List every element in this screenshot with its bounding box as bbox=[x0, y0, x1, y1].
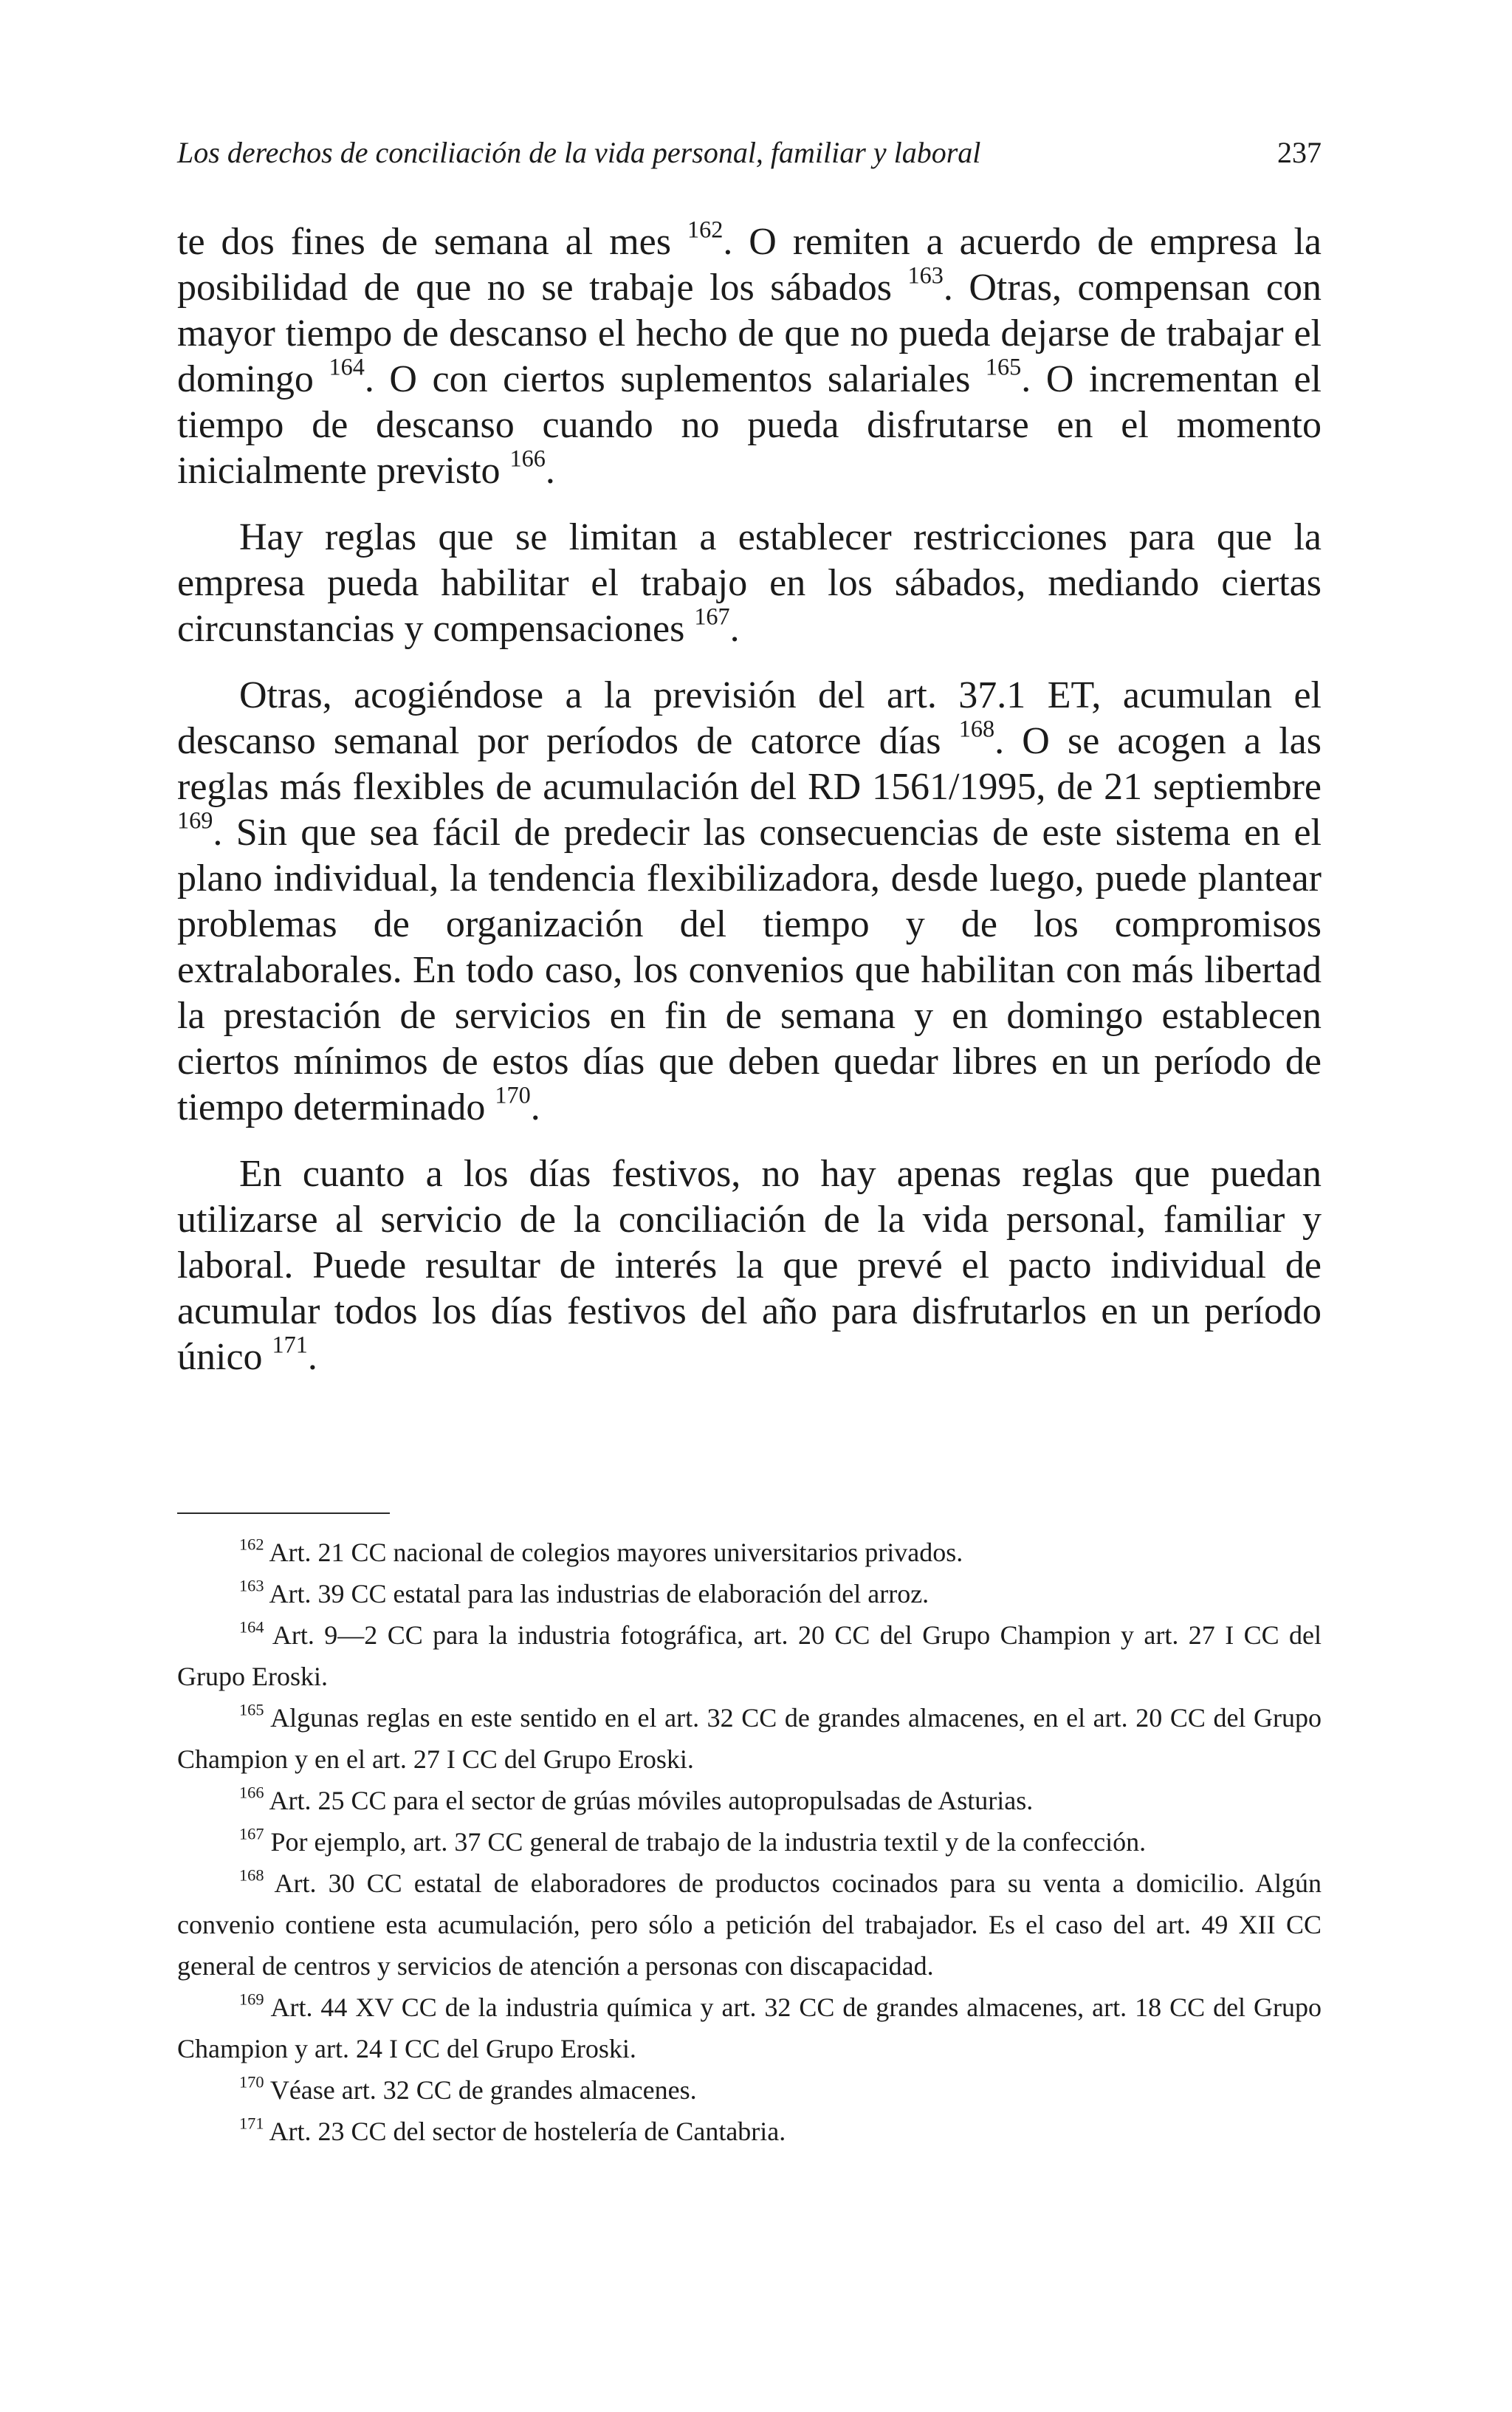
text-run: . bbox=[545, 450, 555, 492]
paragraph-3 bbox=[177, 673, 1322, 1131]
paragraph-2 bbox=[177, 515, 1322, 652]
footnote-number: 162 bbox=[239, 1535, 264, 1554]
footnote-165 bbox=[177, 1697, 1322, 1780]
footnote-ref-164[interactable]: 164 bbox=[329, 353, 365, 380]
footnote-ref-166[interactable]: 166 bbox=[509, 445, 546, 472]
text-run: Otras, acogiéndose a la previsión del art. 37.1 ET, acumulan el descanso semanal por períodos de catorce días bbox=[177, 674, 1322, 762]
footnotes bbox=[177, 1532, 1322, 2152]
footnote-number: 166 bbox=[239, 1783, 264, 1802]
paragraph-1 bbox=[177, 216, 1322, 494]
footnote-text: Véase art. 32 CC de grandes almacenes. bbox=[269, 2075, 697, 2105]
footnote-ref-170[interactable]: 170 bbox=[495, 1081, 531, 1109]
footnote-ref-163[interactable]: 163 bbox=[907, 261, 944, 289]
text-run: . bbox=[530, 1086, 540, 1128]
footnote-number: 169 bbox=[239, 1990, 264, 2009]
footnote-170 bbox=[177, 2069, 1322, 2111]
footnote-167 bbox=[177, 1821, 1322, 1863]
text-run: . O se acogen a las reglas más flexibles de acumulación del RD 1561/1995, de 21 septiembre bbox=[177, 720, 1322, 808]
footnote-164 bbox=[177, 1614, 1322, 1697]
page-number: 237 bbox=[1277, 136, 1322, 169]
footnote-number: 167 bbox=[239, 1824, 264, 1843]
footnote-text: Art. 9—2 CC para la industria fotográfica, art. 20 CC del Grupo Champion y art. 27 I CC del Grupo Eroski. bbox=[177, 1620, 1322, 1691]
footnote-166 bbox=[177, 1780, 1322, 1821]
footnote-text: Algunas reglas en este sentido en el art. 32 CC de grandes almacenes, en el art. 20 CC del Grupo Champion y en el art. 27 I CC del Grupo Eroski. bbox=[177, 1703, 1322, 1774]
text-run: . O incrementan el tiempo de descanso cuando no pueda disfrutarse en el momento inicialmente previsto bbox=[177, 358, 1322, 492]
running-head bbox=[177, 135, 1322, 179]
footnote-number: 168 bbox=[239, 1865, 264, 1885]
paragraph-4 bbox=[177, 1151, 1322, 1380]
footnote-number: 170 bbox=[239, 2072, 264, 2091]
footnote-ref-167[interactable]: 167 bbox=[694, 603, 730, 630]
footnote-text: Art. 44 XV CC de la industria química y art. 32 CC de grandes almacenes, art. 18 CC del Grupo Champion y art. 24 I CC del Grupo Eroski. bbox=[177, 1993, 1322, 2063]
footnote-169 bbox=[177, 1987, 1322, 2069]
footnote-text: Art. 25 CC para el sector de grúas móviles autopropulsadas de Asturias. bbox=[269, 1786, 1034, 1815]
footnote-ref-165[interactable]: 165 bbox=[985, 353, 1022, 380]
footnote-number: 171 bbox=[239, 2114, 264, 2133]
footnote-number: 165 bbox=[239, 1700, 264, 1719]
text-run: En cuanto a los días festivos, no hay apenas reglas que puedan utilizarse al servicio de la conciliación de la vida personal, familiar y laboral. Puede resultar de interés la que prevé el pacto individual de acumular todos los días festivos del año para disfrutarlos en un período único bbox=[177, 1153, 1322, 1378]
text-run: . O con ciertos suplementos salariales bbox=[364, 358, 986, 400]
text-run: . bbox=[307, 1336, 317, 1378]
footnote-ref-171[interactable]: 171 bbox=[272, 1331, 308, 1358]
footnote-text: Por ejemplo, art. 37 CC general de trabajo de la industria textil y de la confección. bbox=[270, 1827, 1147, 1857]
body-text bbox=[177, 216, 1322, 1401]
text-run: . Otras, compensan con mayor tiempo de descanso el hecho de que no pueda dejarse de trabajar el domingo bbox=[177, 267, 1322, 400]
text-run: . Sin que sea fácil de predecir las consecuencias de este sistema en el plano individual, la tendencia flexibilizadora, desde luego, puede plantear problemas de organización del tiempo y de los compromisos extralaborales. En todo caso, los convenios que habilitan con más libertad la prestación de servicios en fin de semana y en domingo establecen ciertos mínimos de estos días que deben quedar libres en un período de tiempo determinado bbox=[177, 812, 1322, 1128]
footnote-text: Art. 21 CC nacional de colegios mayores universitarios privados. bbox=[269, 1538, 963, 1567]
footnote-171 bbox=[177, 2111, 1322, 2152]
footnote-number: 163 bbox=[239, 1576, 264, 1595]
text-run: . O remiten a acuerdo de empresa la posibilidad de que no se trabaje los sábados bbox=[177, 221, 1322, 309]
footnote-ref-168[interactable]: 168 bbox=[958, 715, 995, 742]
footnote-ref-162[interactable]: 162 bbox=[687, 216, 724, 243]
footnote-separator bbox=[177, 1512, 390, 1514]
footnote-168 bbox=[177, 1863, 1322, 1987]
footnote-text: Art. 39 CC estatal para las industrias de elaboración del arroz. bbox=[269, 1579, 929, 1608]
footnote-162 bbox=[177, 1532, 1322, 1573]
text-run: Hay reglas que se limitan a establecer restricciones para que la empresa pueda habilitar el trabajo en los sábados, mediando ciertas circunstancias y compensaciones bbox=[177, 516, 1322, 650]
footnote-text: Art. 30 CC estatal de elaboradores de productos cocinados para su venta a domicilio. Algún convenio contiene esta acumulación, pero sólo a petición del trabajador. Es el caso del art. 49 XII CC general de centros y servicios de atención a personas con discapacidad. bbox=[177, 1868, 1322, 1981]
footnote-number: 164 bbox=[239, 1617, 264, 1637]
running-title: Los derechos de conciliación de la vida personal, familiar y laboral bbox=[177, 136, 981, 169]
text-run: . bbox=[729, 608, 740, 650]
footnote-163 bbox=[177, 1573, 1322, 1614]
footnote-text: Art. 23 CC del sector de hostelería de Cantabria. bbox=[269, 2117, 786, 2146]
footnote-ref-169[interactable]: 169 bbox=[177, 806, 213, 834]
text-run: te dos fines de semana al mes bbox=[177, 221, 687, 263]
